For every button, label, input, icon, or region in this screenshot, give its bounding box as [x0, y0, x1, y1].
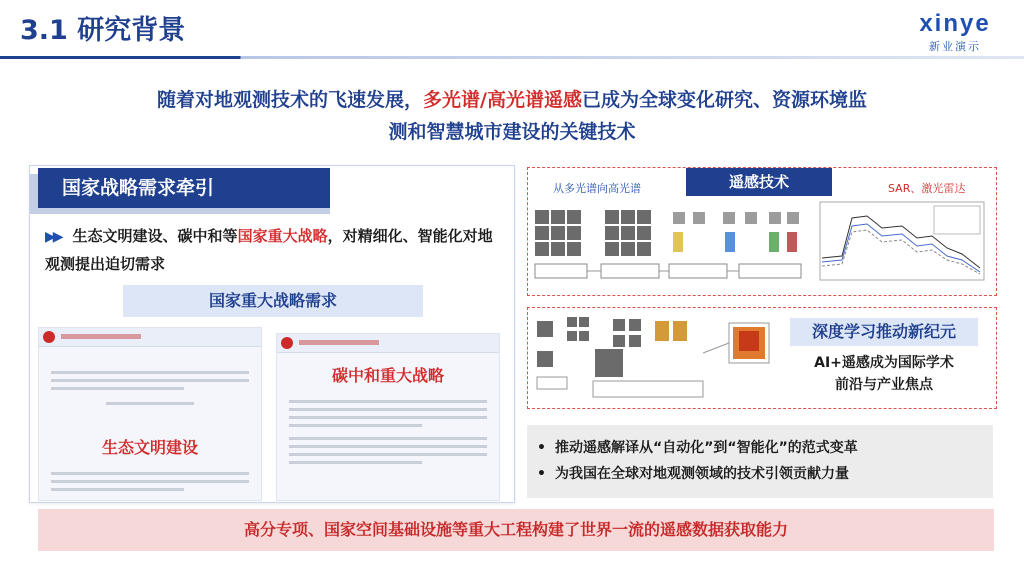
- header-divider: [0, 56, 1024, 59]
- bullet-dot-icon: •: [537, 440, 546, 456]
- logo-subtitle: 新业演示: [929, 40, 981, 53]
- ai-text-line-2: 前沿与产业焦点: [835, 377, 933, 393]
- strategy-chip: 国家重大战略需求: [123, 285, 423, 317]
- footer-banner: 高分专项、国家空间基础设施等重大工程构建了世界一流的遥感数据获取能力: [38, 509, 994, 551]
- doc-label-ecology: 生态文明建设: [101, 438, 198, 457]
- hyperspectral-pipeline-figure: [533, 198, 805, 288]
- headline-line-1: [60, 85, 964, 112]
- bullet-text: 推动遥感解译从“自动化”到“智能化”的范式变革: [555, 440, 858, 456]
- deep-learning-chip: 深度学习推动新纪元: [790, 318, 978, 346]
- bullet-item: [537, 435, 993, 461]
- sar-lidar-caption: SAR、激光雷达: [888, 182, 966, 195]
- emblem-icon: [43, 331, 55, 343]
- double-chevron-icon: ▶▶: [45, 229, 61, 245]
- multispectral-caption: 从多光谱向高光谱: [553, 182, 641, 195]
- strategy-text-b: ，对精细化、智能化对地观测提出迫切需求: [45, 227, 493, 273]
- remote-sensing-tab: 遥感技术: [686, 168, 832, 196]
- doc-header-bar: [39, 328, 261, 347]
- national-strategy-tab: 国家战略需求牵引: [38, 168, 330, 208]
- bullet-text: 为我国在全球对地观测领域的技术引领贡献力量: [555, 466, 849, 482]
- strategy-highlight: 国家重大战略: [237, 227, 328, 245]
- headline-text: 随着对地观测技术的飞速发展，: [157, 89, 424, 111]
- ai-text-line-1: AI+遥感成为国际学术: [814, 355, 954, 371]
- headline-line-2: 测和智慧城市建设的关键技术: [388, 121, 636, 143]
- doc-header-bar: [277, 334, 499, 353]
- bullet-item: [537, 461, 993, 487]
- bullet-dot-icon: •: [537, 466, 546, 482]
- deep-learning-architecture-figure: [533, 313, 785, 403]
- headline-highlight: 多光谱/高光谱遥感: [423, 89, 582, 111]
- emblem-icon: [281, 337, 293, 349]
- document-thumbnail-ecology: [38, 327, 262, 501]
- headline-text: 已成为全球变化研究、资源环境监: [581, 89, 867, 111]
- strategy-description: [45, 223, 505, 278]
- spectral-curves-figure: [812, 198, 988, 288]
- page-title: 3.1 研究背景: [20, 15, 186, 46]
- strategy-text-a: 生态文明建设、碳中和等: [72, 227, 238, 245]
- document-thumbnail-carbon: [276, 333, 500, 501]
- ai-remote-sensing-text: [790, 352, 978, 396]
- doc-label-carbon: 碳中和重大战略: [331, 366, 444, 385]
- bullet-list: [527, 425, 993, 498]
- logo-mark: xinye: [919, 10, 991, 37]
- logo: [900, 10, 1010, 54]
